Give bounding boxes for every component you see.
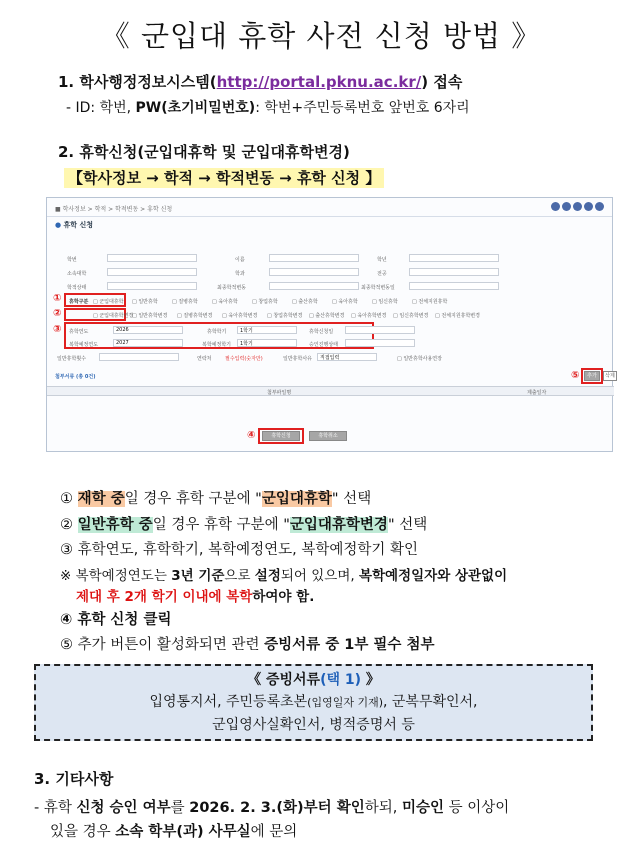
s3-bold: 신청 승인 여부 [76,800,171,816]
marker-5: ⑤ [571,370,580,381]
field-input [269,254,359,262]
s3-text: 하되, [364,800,402,816]
field-label: 학번 [67,257,77,263]
section2-heading: 2. 휴학신청(군입대휴학 및 군입대휴학변경) [58,143,350,161]
home-icon: ■ [55,206,61,213]
option-label: 전체지원휴학 [418,299,448,305]
field-input [107,268,197,276]
field-label: 최종학적변동일 [361,285,395,291]
option-label: 창업휴학변경 [273,313,303,319]
note-bold: 복학예정일자와 상관없이 [358,567,508,584]
option-label: 창업휴학 [258,299,278,305]
note-bold: 증빙서류 중 1부 필수 첨부 [264,637,435,654]
contact-label: 연락처 [197,356,212,362]
option-childcare-change[interactable]: □ 육아휴학변경 [222,313,258,319]
note-text: ※ 복학예정연도는 [60,567,172,584]
option-label: 군입대휴학 [99,299,124,305]
portal-link[interactable]: http://portal.pknu.ac.kr/ [216,73,422,91]
leave-term-label: 휴학학기 [207,329,227,335]
section1-heading-pre: 1. 학사행정정보시스템( [58,73,217,91]
note-highlight: 일반휴학 중 [77,516,153,533]
toolbar-icon[interactable] [562,202,571,211]
field-input [409,282,499,290]
option-label: 육아휴학 [218,299,238,305]
evidence-small-text: (입영일자 기재) [307,696,383,709]
option-startup-change[interactable]: □ 창업휴학변경 [267,313,303,319]
bullet-icon: ● [55,221,62,229]
note-asterisk [60,564,507,587]
option-label: 일반휴학 [138,299,158,305]
option-label: 육아휴학변경 [228,313,258,319]
leave-term-select[interactable]: 1학기 [237,326,297,334]
note-text: 되어 있으며, [280,567,359,584]
general-leave-count-input [99,353,179,361]
note-bold: 3년 기준 [171,567,225,584]
note-asterisk-2 [60,587,507,608]
field-label: 학적상태 [67,285,87,291]
leave-type-label: 휴학구분 [69,299,89,305]
option-label: 출산휴학변경 [315,313,345,319]
field-label: 최종학적변동 [217,285,246,291]
note-4: ④ 휴학 신청 클릭 [60,611,172,628]
option-general[interactable]: □ 일반휴학 [132,299,158,305]
option-illness-change[interactable]: □ 질병휴학변경 [177,313,213,319]
evidence-title-text: 》 [361,672,380,688]
field-label: 전공 [377,271,387,277]
marker-2: ② [53,308,62,319]
attachment-filename-header: 첨부파일명 [267,390,292,396]
s3-text: 등 이상이 [444,800,510,816]
field-label: 학과 [235,271,245,277]
portal-page-title-text: 휴학 신청 [63,221,94,229]
s3-text: - 휴학 [34,800,77,816]
leave-apply-date-label: 휴학신청일 [309,329,334,335]
return-year-label: 복학예정연도 [69,342,98,348]
contact-hint: 필수입력(숫자만) [225,356,263,362]
toolbar-icon[interactable] [584,202,593,211]
evidence-text: 입영통지서, 주민등록초본 [149,694,308,710]
evidence-documents-box [34,664,593,741]
s3-text: 를 [170,800,190,816]
add-attachment-button[interactable]: 추가 [584,371,600,381]
menu-path-text: 【학사정보 → 학적 → 학적변동 → 휴학 신청 】 [64,168,384,188]
option-startup[interactable]: □ 창업휴학 [252,299,278,305]
option-birth-change[interactable]: □ 출산휴학변경 [309,313,345,319]
marker-4: ④ [247,430,256,441]
section3-line-2 [50,820,297,841]
note-red: 제대 후 2개 학기 이내에 복학 [76,588,253,605]
section1-login-info [66,97,470,117]
note-highlight: 재학 중 [77,491,125,507]
option-label: 육아휴학 [338,299,358,305]
login-id-text: - ID: 학번, [66,100,136,116]
approval-status-input [345,339,415,347]
option-full-support-change[interactable]: □ 전체지원휴학변경 [435,313,480,319]
option-label: 임신휴학변경 [399,313,429,319]
s3-bold: 미승인 [401,800,444,816]
note-number: ① [60,491,73,507]
s3-text: 있을 경우 [50,824,116,840]
note-text: " 선택 [331,491,372,507]
field-label: 이름 [235,257,245,263]
cancel-leave-button[interactable]: 휴학취소 [309,431,347,441]
attachment-date-header: 제출일자 [527,390,547,396]
option-military-leave[interactable]: □ 군입대휴학 [93,299,124,305]
evidence-line-1 [36,691,591,714]
marker-3: ③ [53,324,62,335]
option-pregnancy-change[interactable]: □ 임신휴학변경 [393,313,429,319]
portal-toolbar-icons [549,202,604,213]
approval-status-label: 승인진행상태 [309,342,338,348]
field-label: 소속대학 [67,271,87,277]
option-military-change[interactable]: □ 군입대휴학변경 [93,313,134,319]
note-text: 일 경우 휴학 구분에 " [152,516,290,533]
option-childcare-2[interactable]: □ 육아휴학 [332,299,358,305]
portal-breadcrumb [47,198,612,217]
attachments-label: 첨부서류 (총 0건) [55,374,96,380]
note-3: ③ 휴학연도, 휴학학기, 복학예정연도, 복학예정학기 확인 [60,542,419,559]
general-leave-count-label: 일반휴학횟수 [57,356,86,362]
option-label: 전체지원휴학변경 [441,313,480,319]
s3-bold: 소속 학부(과) 사무실 [115,824,251,840]
leave-year-label: 휴학연도 [69,329,89,335]
note-bold: 설정 [254,567,281,584]
toolbar-icon[interactable] [573,202,582,211]
return-term-select[interactable]: 1학기 [237,339,297,347]
option-pregnancy[interactable]: □ 임신휴학 [372,299,398,305]
return-term-label: 복학예정학기 [202,342,231,348]
option-label: 육아휴학변경 [357,313,387,319]
general-leave-extension-label: 일반휴학사용연장 [403,356,442,362]
note-2 [60,513,507,539]
apply-leave-button[interactable]: 휴학신청 [262,431,300,441]
page-title: 《 군입대 휴학 사전 신청 방법 》 [100,19,542,53]
note-5 [60,633,507,659]
field-label: 학년 [377,257,387,263]
leave-year-input[interactable]: 2026 [113,326,183,334]
note-text: ⑤ 추가 버튼이 활성화되면 관련 [60,637,265,654]
section3-heading: 3. 기타사항 [34,770,114,788]
option-label: 임신휴학 [378,299,398,305]
toolbar-icon[interactable] [551,202,560,211]
option-label: 군입대휴학변경 [99,313,134,319]
field-input [107,282,197,290]
field-input [409,254,499,262]
toolbar-icon[interactable] [595,202,604,211]
option-label: 질병휴학 [178,299,198,305]
s3-text: 에 문의 [250,824,298,840]
option-label: 일반휴학변경 [138,313,168,319]
portal-screenshot [46,197,613,452]
evidence-title-choice: (택 1) [320,672,362,688]
note-text: 으로 [224,567,255,584]
breadcrumb-text: 학사정보 > 학적 > 학적변동 > 휴학 신청 [62,206,173,213]
section1-heading [58,71,462,92]
section3-line-1 [34,796,509,817]
attachments-header [47,386,614,396]
option-general-change[interactable]: □ 일반휴학변경 [132,313,168,319]
general-leave-reason-label: 일반휴학사유 [283,356,312,362]
note-text: 일 경우 휴학 구분에 " [124,491,262,507]
option-childcare[interactable]: □ 육아휴학 [212,299,238,305]
evidence-title-text: 《 증빙서류 [247,672,321,688]
note-number: ② [60,516,73,533]
login-pw-label: PW(초기비밀번호) [135,100,256,116]
menu-path [64,167,384,188]
s3-bold: 2026. 2. 3.(화)부터 확인 [189,800,365,816]
note-bold: 하여야 함. [252,588,315,605]
evidence-title [36,669,591,691]
note-1 [60,487,507,513]
field-input [107,254,197,262]
portal-page-title [47,217,612,232]
option-childcare-2-change[interactable]: □ 육아휴학변경 [351,313,387,319]
option-illness[interactable]: □ 질병휴학 [172,299,198,305]
evidence-text: , 군복무확인서, [383,694,478,710]
login-pw-text: : 학번+주민등록번호 앞번호 6자리 [255,100,470,116]
instruction-notes [60,487,507,659]
section1-heading-post: ) 접속 [421,73,463,91]
option-label: 출산휴학 [298,299,318,305]
field-input [269,282,359,290]
return-year-input[interactable]: 2027 [113,339,183,347]
field-input [269,268,359,276]
note-text: " 선택 [387,516,428,533]
note-highlight: 군입대휴학변경 [289,516,388,533]
option-label: 질병휴학변경 [183,313,213,319]
general-leave-extension-checkbox[interactable]: □ 일반휴학사용연장 [397,356,442,362]
field-input [409,268,499,276]
note-highlight: 군입대휴학 [261,491,332,507]
marker-1: ① [53,293,62,304]
option-birth[interactable]: □ 출산휴학 [292,299,318,305]
delete-attachment-button[interactable]: 삭제 [603,371,617,381]
evidence-line-2: 군입영사실확인서, 병적증명서 등 [212,717,415,733]
general-leave-reason-select[interactable]: 직접입력 [317,353,377,361]
option-full-support[interactable]: □ 전체지원휴학 [412,299,448,305]
leave-apply-date-input[interactable] [345,326,415,334]
